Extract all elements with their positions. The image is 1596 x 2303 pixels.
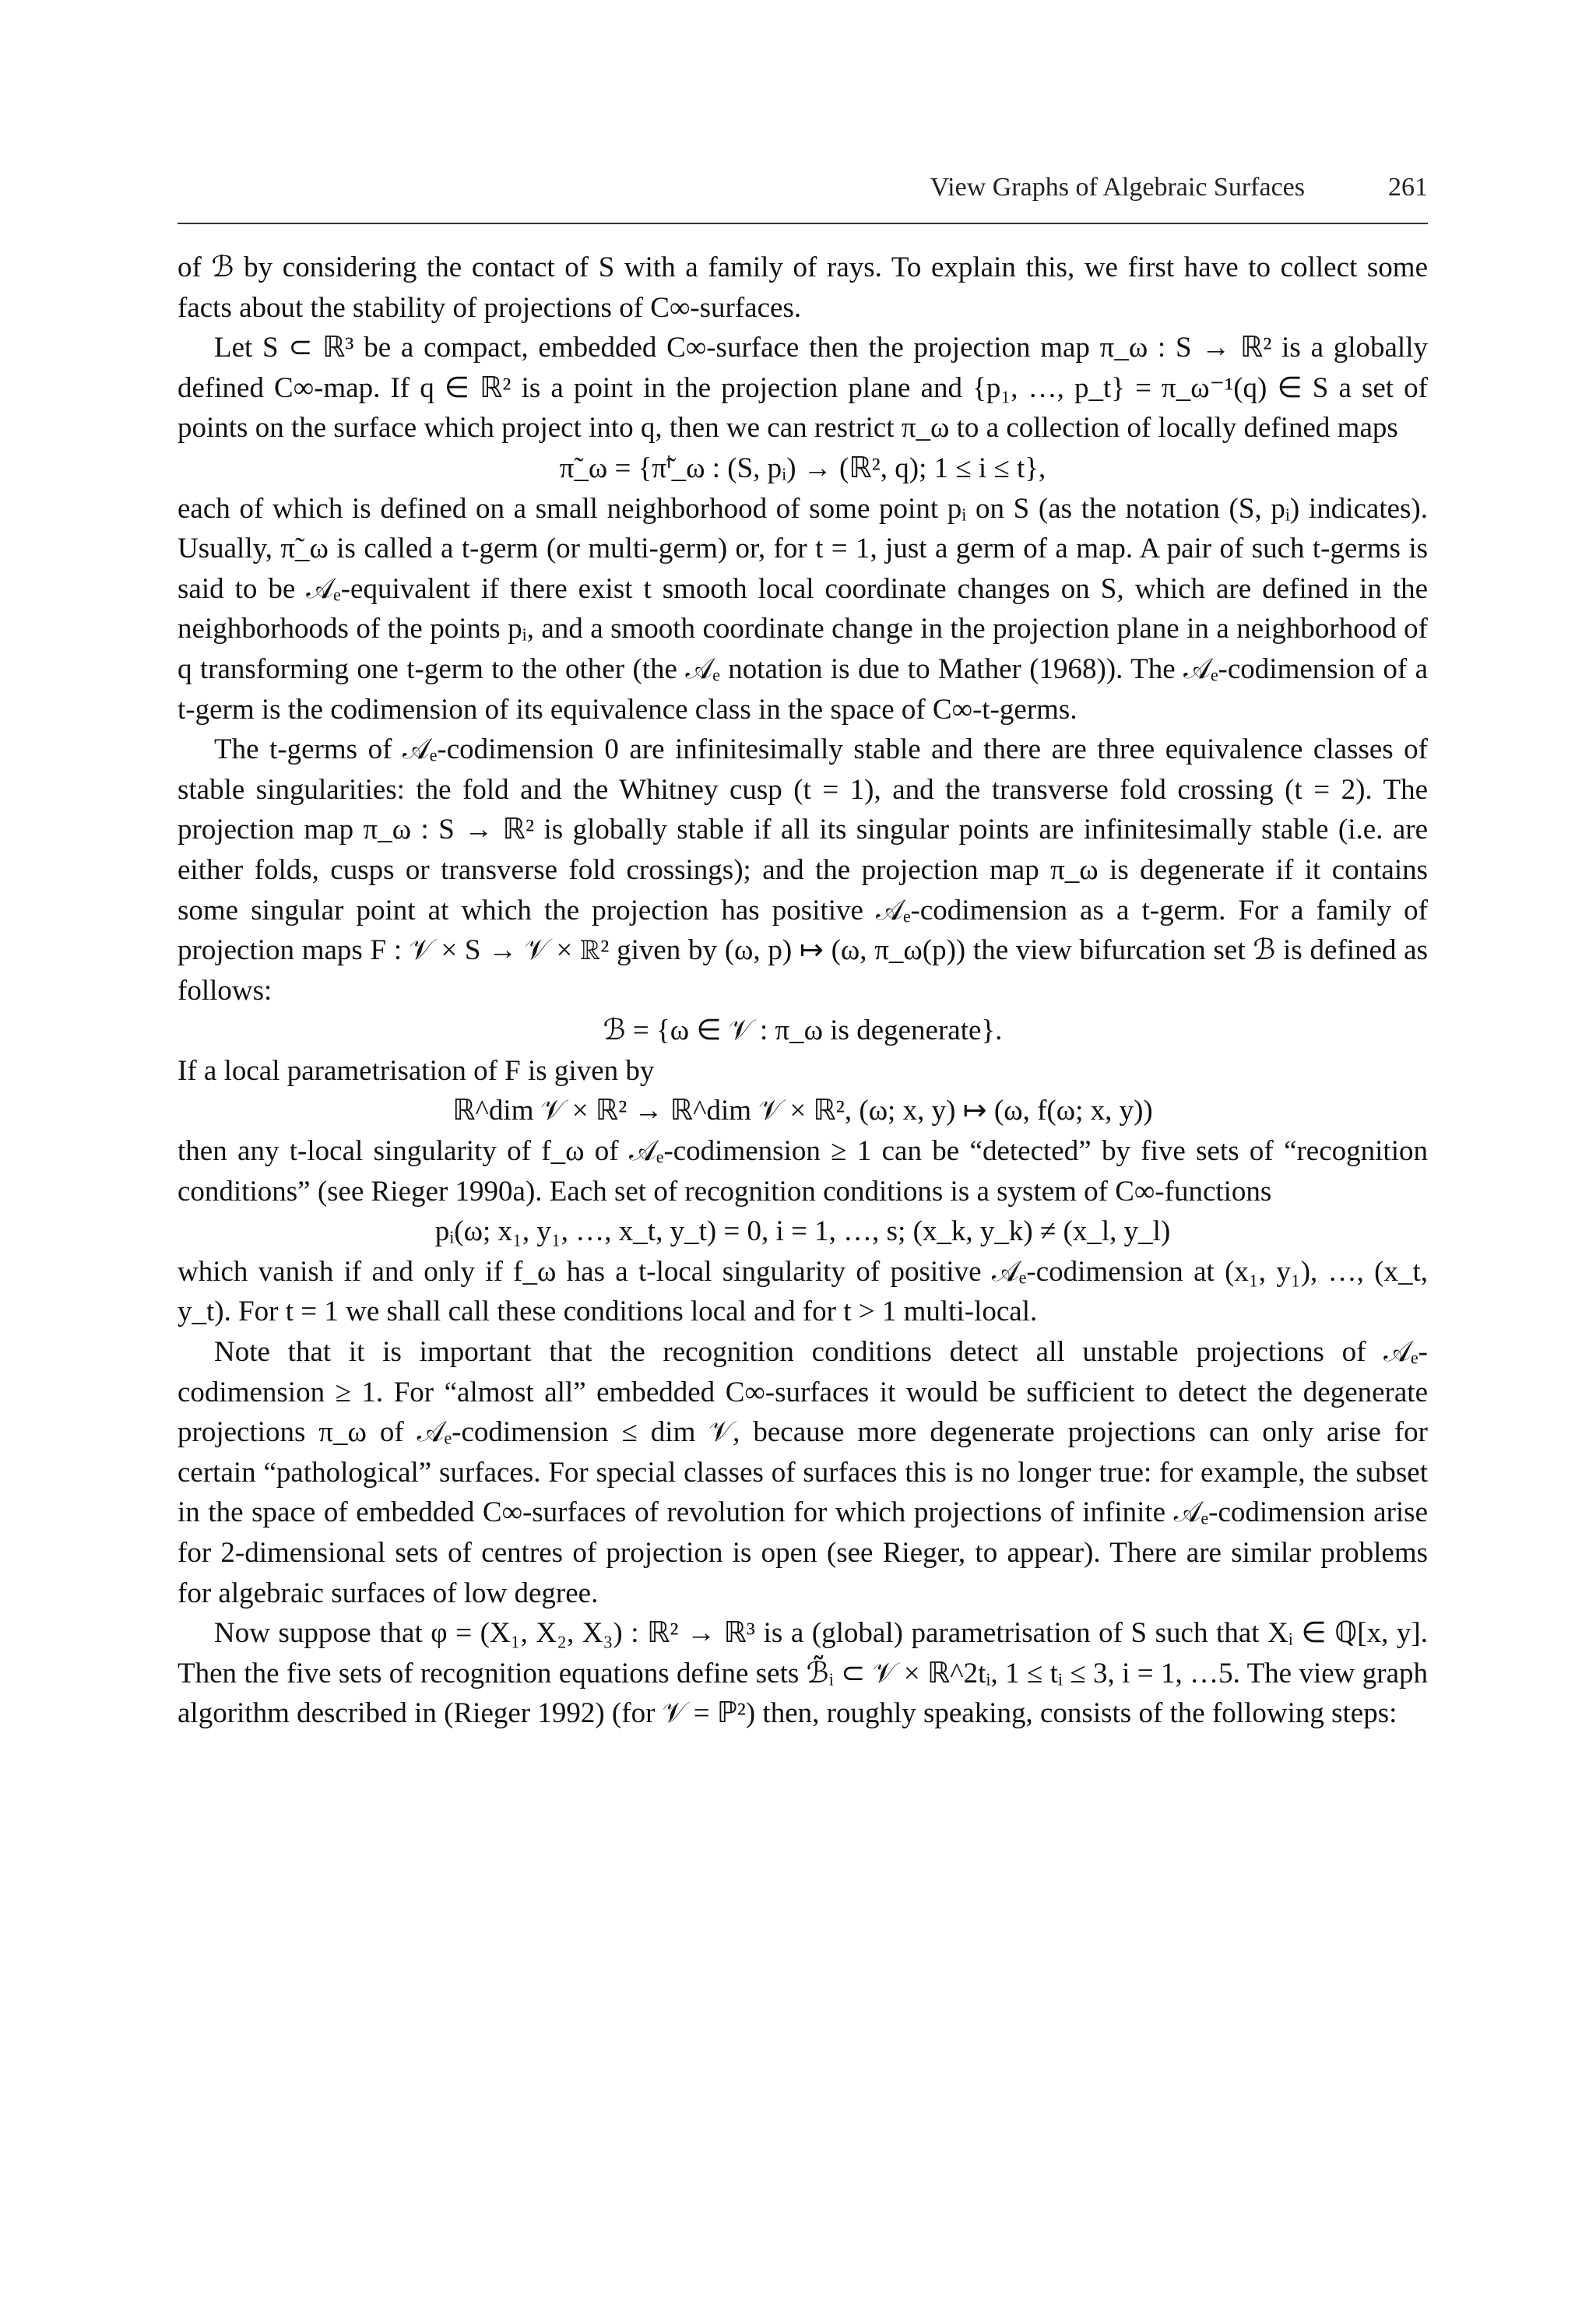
paragraph: If a local parametrisation of F is given by xyxy=(178,1054,655,1087)
paragraph: then any t-local singularity of f_ω of 𝒜ₑ-codimension ≥ 1 can be “detected” by five sets of “recognition conditions” (see Rieger 1990a). Each set of recognition conditions is a system of C∞-functions xyxy=(178,1135,1428,1208)
display-equation: ℝ^dim 𝒱 × ℝ² → ℝ^dim 𝒱 × ℝ², (ω; x, y) ↦ (ω, f(ω; x, y)) xyxy=(452,1095,1153,1127)
paragraph: of ℬ by considering the contact of S with a family of rays. To explain this, we first have to collect some facts about the stability of projections of C∞-surfaces. xyxy=(178,251,1428,324)
header-rule xyxy=(178,223,1428,224)
paragraph: which vanish if and only if f_ω has a t-local singularity of positive 𝒜ₑ-codimension at (x₁, y₁), …, (x_t, y_t). For t = 1 we shall call these conditions local and for t > 1 multi-local. xyxy=(178,1255,1428,1328)
running-title: View Graphs of Algebraic Surfaces xyxy=(930,173,1305,202)
display-equation: pᵢ(ω; x₁, y₁, …, x_t, y_t) = 0, i = 1, …, s; (x_k, y_k) ≠ (x_l, y_l) xyxy=(434,1215,1171,1248)
running-header xyxy=(178,173,1428,220)
paragraph: The t-germs of 𝒜ₑ-codimension 0 are infinitesimally stable and there are three equivalence classes of stable singularities: the fold and the Whitney cusp (t = 1), and the transverse fold crossing (t = 2). The projection map π_ω : S → ℝ² is globally stable if all its singular points are infinitesimally stable (i.e. are either folds, cusps or transverse fold crossings); and the projection map π_ω is degenerate if it contains some singular point at which the projection has positive 𝒜ₑ-codimension as a t-germ. For a family of projection maps F : 𝒱 × S → 𝒱 × ℝ² given by (ω, p) ↦ (ω, π_ω(p)) the view bifurcation set ℬ is defined as follows: xyxy=(178,733,1428,1007)
paragraph: each of which is defined on a small neighborhood of some point pᵢ on S (as the notation (S, pᵢ) indicates). Usually, π̃_ω is called a t-germ (or multi-germ) or, for t = 1, just a germ of a map. A pair of such t-germs is said to be 𝒜ₑ-equivalent if there exist t smooth local coordinate changes on S, which are defined in the neighborhoods of the points pᵢ, and a smooth coordinate change in the projection plane in a neighborhood of q transforming one t-germ to the other (the 𝒜ₑ notation is due to Mather (1968)). The 𝒜ₑ-codimension of a t-germ is the codimension of its equivalence class in the space of C∞-t-germs. xyxy=(178,492,1428,726)
paragraph: Now suppose that φ = (X₁, X₂, X₃) : ℝ² → ℝ³ is a (global) parametrisation of S such that Xᵢ ∈ ℚ[x, y]. Then the five sets of recognition equations define sets ℬ̃ᵢ ⊂ 𝒱 × ℝ^2tᵢ, 1 ≤ tᵢ ≤ 3, i = 1, …5. The view graph algorithm described in (Rieger 1992) (for 𝒱 = ℙ²) then, roughly speaking, consists of the following steps: xyxy=(178,1617,1428,1730)
page-number: 261 xyxy=(1388,173,1428,202)
paragraph: Note that it is important that the recognition conditions detect all unstable projections of 𝒜ₑ-codimension ≥ 1. For “almost all” embedded C∞-surfaces it would be sufficient to detect the degenerate projections π_ω of 𝒜ₑ-codimension ≤ dim 𝒱, because more degenerate projections can only arise for certain “pathological” surfaces. For special classes of surfaces this is no longer true: for example, the subset in the space of embedded C∞-surfaces of revolution for which projections of infinite 𝒜ₑ-codimension arise for 2-dimensional sets of centres of projection is open (see Rieger, to appear). There are similar problems for algebraic surfaces of low degree. xyxy=(178,1336,1428,1609)
display-equation: π̃_ω = {π̃ⁱ_ω : (S, pᵢ) → (ℝ², q); 1 ≤ i ≤ t}, xyxy=(559,452,1046,484)
display-equation: ℬ = {ω ∈ 𝒱 : π_ω is degenerate}. xyxy=(603,1014,1003,1047)
body-text xyxy=(178,248,1428,1734)
paragraph: Let S ⊂ ℝ³ be a compact, embedded C∞-surface then the projection map π_ω : S → ℝ² is a globally defined C∞-map. If q ∈ ℝ² is a point in the projection plane and {p₁, …, p_t} = π_ω⁻¹(q) ∈ S a set of points on the surface which project into q, then we can restrict π_ω to a collection of locally defined maps xyxy=(178,332,1428,445)
